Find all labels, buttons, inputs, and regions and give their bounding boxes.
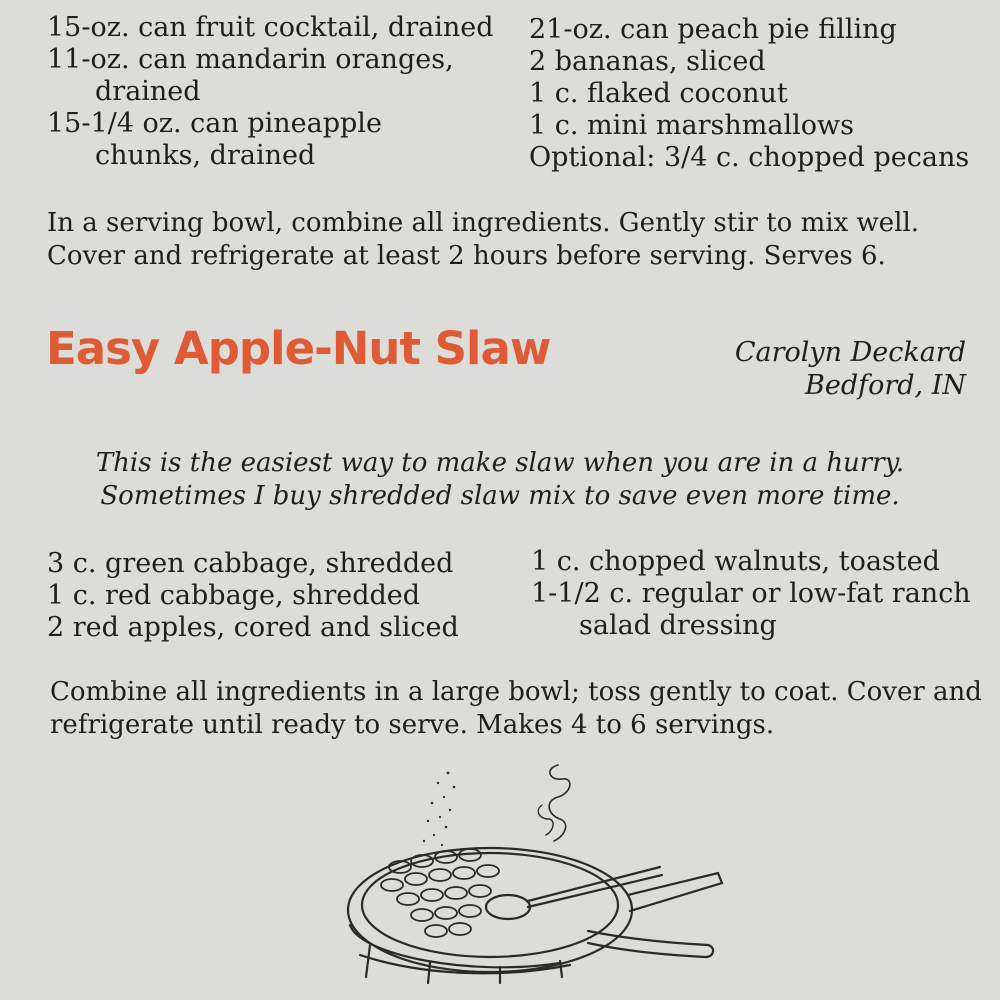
recipe-intro (0, 447, 1000, 513)
ingredient-line: 15-oz. can fruit cocktail, drained (47, 12, 494, 43)
ingredient-line: Optional: 3/4 c. chopped pecans (529, 142, 970, 173)
intro-line: This is the easiest way to make slaw when you are in a hurry. (95, 448, 905, 478)
top-ingredients-left (47, 12, 494, 172)
ingredient-line: 1 c. red cabbage, shredded (47, 580, 421, 611)
ingredient-line: drained (95, 76, 201, 107)
direction-line: In a serving bowl, combine all ingredients. Gently stir to mix well. (47, 208, 920, 238)
author-name: Carolyn Deckard (734, 337, 966, 368)
direction-line: Cover and refrigerate at least 2 hours before serving. Serves 6. (47, 241, 886, 271)
ingredient-line: salad dressing (579, 610, 777, 641)
ingredient-line: 2 bananas, sliced (529, 46, 766, 77)
ingredient-line: 2 red apples, cored and sliced (47, 612, 459, 643)
recipe-byline (735, 336, 966, 402)
top-directions (47, 207, 919, 273)
skillet-with-toasting-nuts-icon (330, 755, 730, 985)
recipe-title: Easy Apple-Nut Slaw (46, 322, 551, 375)
direction-line: refrigerate until ready to serve. Makes 4 to 6 servings. (50, 710, 775, 740)
ingredient-line: 1 c. chopped walnuts, toasted (531, 546, 940, 577)
slaw-directions (50, 676, 982, 742)
top-ingredients-right (529, 14, 969, 174)
ingredient-line: chunks, drained (95, 140, 316, 171)
ingredient-line: 1 c. mini marshmallows (529, 110, 854, 141)
ingredient-line: 15-1/4 oz. can pineapple (47, 108, 382, 139)
ingredient-line: 1 c. flaked coconut (529, 78, 788, 109)
slaw-ingredients-right (531, 546, 971, 642)
ingredient-line: 11-oz. can mandarin oranges, (47, 44, 454, 75)
direction-line: Combine all ingredients in a large bowl; toss gently to coat. Cover and (50, 677, 982, 707)
ingredient-line: 3 c. green cabbage, shredded (47, 548, 454, 579)
author-location: Bedford, IN (805, 370, 966, 401)
ingredient-line: 21-oz. can peach pie filling (529, 14, 897, 45)
intro-line: Sometimes I buy shredded slaw mix to save even more time. (100, 481, 900, 511)
ingredient-line: 1-1/2 c. regular or low-fat ranch (531, 578, 971, 609)
slaw-ingredients-left (47, 548, 459, 644)
